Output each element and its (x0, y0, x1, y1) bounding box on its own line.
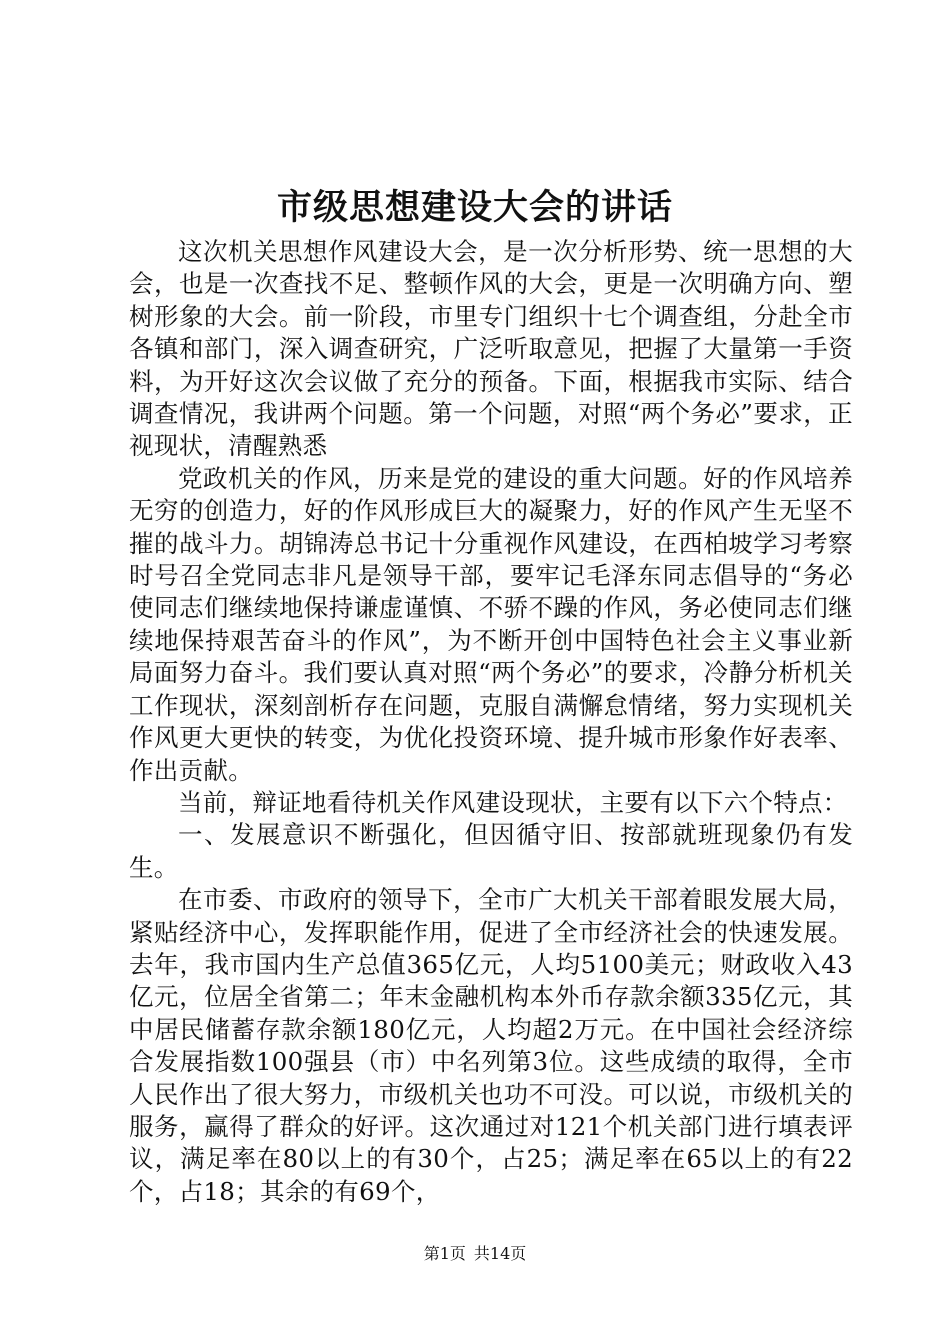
paragraph: 当前，辩证地看待机关作风建设现状，主要有以下六个特点： (178, 787, 848, 817)
page-footer (0, 1243, 950, 1265)
document-title: 市级思想建设大会的讲话 (276, 187, 673, 228)
paragraph: 一、发展意识不断强化，但因循守旧、按部就班现象仍有发生。 (129, 820, 853, 882)
paragraph: 在市委、市政府的领导下，全市广大机关干部着眼发展大局，紧贴经济中心，发挥职能作用，促进了全市经济社会的快速发展。去年，我市国内生产总值365亿元，人均5100美元；财政收入43亿元，位居全省第二；年末金融机构本外币存款余额335亿元，其中居民储蓄存款余额180亿元，人均超2万元。在中国社会经济综合发展指数100强县（市）中名列第3位。这些成绩的取得，全市人民作出了很大努力，市级机关也功不可没。可以说，市级机关的服务，赢得了群众的好评。这次通过对121个机关部门进行填表评议，满足率在80以上的有30个，占25；满足率在65以上的有22个，占18；其余的有69个， (129, 885, 853, 1206)
paragraph: 这次机关思想作风建设大会，是一次分析形势、统一思想的大会，也是一次查找不足、整顿作风的大会，更是一次明确方向、塑树形象的大会。前一阶段，市里专门组织十七个调查组，分赴全市各镇和部门，深入调查研究，广泛听取意见，把握了大量第一手资料，为开好这次会议做了充分的预备。下面，根据我市实际、结合调查情况，我讲两个问题。第一个问题，对照“两个务必”要求，正视现状，清醒熟悉 (129, 237, 853, 461)
page-number: 第1页 (423, 1244, 466, 1263)
paragraph: 党政机关的作风，历来是党的建设的重大问题。好的作风培养无穷的创造力，好的作风形成巨大的凝聚力，好的作风产生无坚不摧的战斗力。胡锦涛总书记十分重视作风建设，在西柏坡学习考察时号召全党同志非凡是领导干部，要牢记毛泽东同志倡导的“务必使同志们继续地保持谦虚谨慎、不骄不躁的作风，务必使同志们继续地保持艰苦奋斗的作风”，为不断开创中国特色社会主义事业新局面努力奋斗。我们要认真对照“两个务必”的要求，冷静分析机关工作现状，深刻剖析存在问题，克服自满懈怠情绪，努力实现机关作风更大更快的转变，为优化投资环境、提升城市形象作好表率、作出贡献。 (129, 463, 853, 785)
total-pages: 共14页 (473, 1244, 527, 1263)
document-body (129, 236, 853, 1208)
